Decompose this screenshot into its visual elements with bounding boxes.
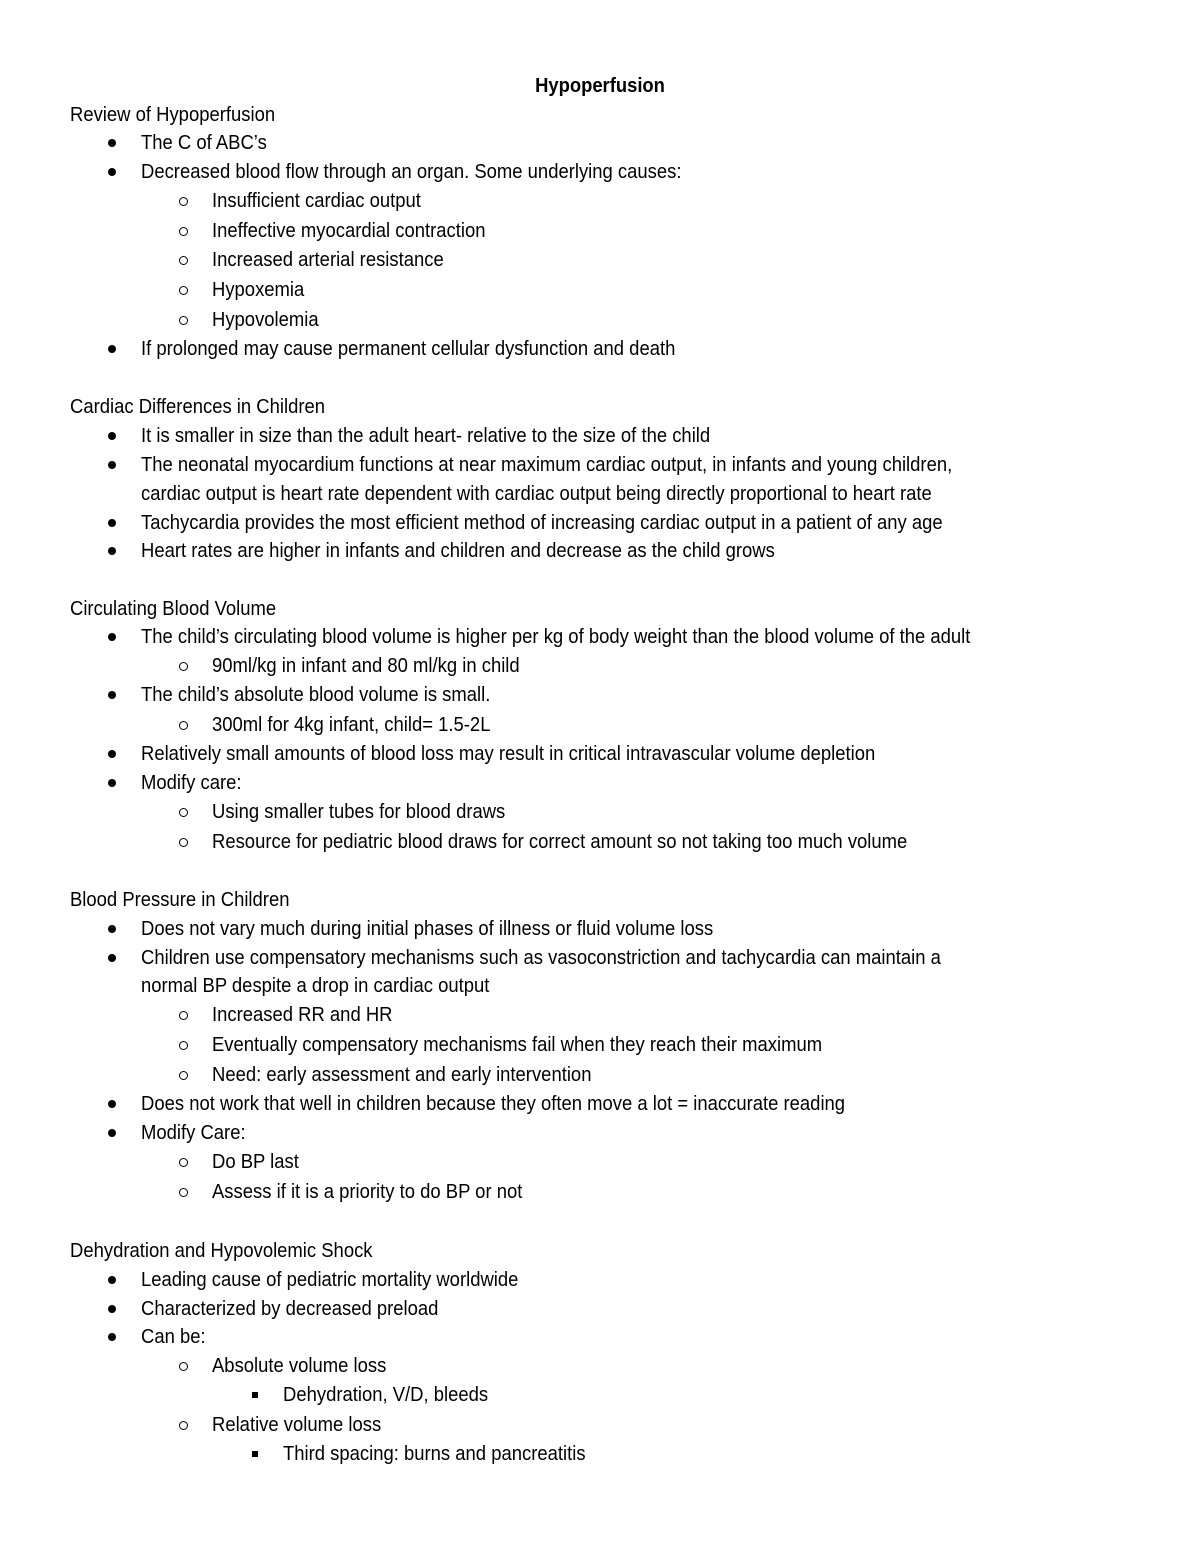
list-item: Using smaller tubes for blood draws	[212, 800, 506, 823]
bullet-dot-icon	[102, 451, 122, 479]
bullet-dot-icon	[102, 537, 122, 565]
list-item: Third spacing: burns and pancreatitis	[283, 1442, 586, 1465]
list-item-continuation: normal BP despite a drop in cardiac output	[141, 974, 490, 997]
list-item: The child’s circulating blood volume is higher per kg of body weight than the blood volume of the adult	[141, 625, 971, 648]
list-item: Heart rates are higher in infants and children and decrease as the child grows	[141, 539, 775, 562]
bullet-circle-icon	[175, 1178, 195, 1206]
bullet-dot-icon	[102, 1266, 122, 1294]
list-item: Absolute volume loss	[212, 1354, 387, 1377]
list-item: The child’s absolute blood volume is small.	[141, 683, 491, 706]
bullet-dot-icon	[102, 158, 122, 186]
bullet-dot-icon	[102, 129, 122, 157]
list-item: Tachycardia provides the most efficient method of increasing cardiac output in a patient of any age	[141, 511, 943, 534]
bullet-circle-icon	[175, 217, 195, 245]
page-title: Hypoperfusion	[535, 75, 665, 97]
bullet-dot-icon	[102, 335, 122, 363]
bullet-dot-icon	[102, 1295, 122, 1323]
list-item: It is smaller in size than the adult heart- relative to the size of the child	[141, 424, 711, 447]
bullet-dot-icon	[102, 915, 122, 943]
list-item: Eventually compensatory mechanisms fail when they reach their maximum	[212, 1033, 823, 1056]
section-heading: Dehydration and Hypovolemic Shock	[70, 1239, 373, 1262]
list-item: Does not work that well in children because they often move a lot = inaccurate reading	[141, 1092, 846, 1115]
list-item: Ineffective myocardial contraction	[212, 219, 486, 242]
bullet-square-icon	[245, 1440, 265, 1468]
list-item: Characterized by decreased preload	[141, 1297, 439, 1320]
bullet-square-icon	[245, 1381, 265, 1409]
list-item: Modify Care:	[141, 1121, 246, 1144]
list-item: 90ml/kg in infant and 80 ml/kg in child	[212, 654, 520, 677]
bullet-dot-icon	[102, 509, 122, 537]
section-heading: Circulating Blood Volume	[70, 597, 277, 620]
list-item: 300ml for 4kg infant, child= 1.5-2L	[212, 713, 491, 736]
bullet-dot-icon	[102, 769, 122, 797]
list-item-continuation: cardiac output is heart rate dependent with cardiac output being directly proportional to heart rate	[141, 482, 932, 505]
list-item: Increased arterial resistance	[212, 248, 444, 271]
bullet-dot-icon	[102, 1090, 122, 1118]
section-heading: Cardiac Differences in Children	[70, 395, 326, 418]
bullet-dot-icon	[102, 681, 122, 709]
list-item: The neonatal myocardium functions at near maximum cardiac output, in infants and young children,	[141, 453, 953, 476]
bullet-circle-icon	[175, 246, 195, 274]
bullet-dot-icon	[102, 1323, 122, 1351]
list-item: Relatively small amounts of blood loss may result in critical intravascular volume depletion	[141, 742, 876, 765]
list-item: Can be:	[141, 1325, 206, 1348]
list-item: Hypoxemia	[212, 278, 305, 301]
list-item: The C of ABC’s	[141, 131, 267, 154]
bullet-circle-icon	[175, 1411, 195, 1439]
list-item: Decreased blood flow through an organ. Some underlying causes:	[141, 160, 682, 183]
bullet-circle-icon	[175, 798, 195, 826]
bullet-circle-icon	[175, 1352, 195, 1380]
list-item: Hypovolemia	[212, 308, 319, 331]
bullet-dot-icon	[102, 944, 122, 972]
list-item: Assess if it is a priority to do BP or not	[212, 1180, 523, 1203]
list-item: Leading cause of pediatric mortality worldwide	[141, 1268, 519, 1291]
list-item: Do BP last	[212, 1150, 299, 1173]
bullet-circle-icon	[175, 1061, 195, 1089]
section-heading: Blood Pressure in Children	[70, 888, 290, 911]
bullet-circle-icon	[175, 187, 195, 215]
list-item: Resource for pediatric blood draws for correct amount so not taking too much volume	[212, 830, 908, 853]
list-item: Increased RR and HR	[212, 1003, 393, 1026]
bullet-circle-icon	[175, 652, 195, 680]
bullet-dot-icon	[102, 422, 122, 450]
bullet-circle-icon	[175, 1031, 195, 1059]
bullet-circle-icon	[175, 1148, 195, 1176]
bullet-circle-icon	[175, 276, 195, 304]
list-item: Relative volume loss	[212, 1413, 382, 1436]
section-heading: Review of Hypoperfusion	[70, 103, 276, 126]
bullet-circle-icon	[175, 828, 195, 856]
bullet-circle-icon	[175, 306, 195, 334]
list-item: Insufficient cardiac output	[212, 189, 421, 212]
list-item: Children use compensatory mechanisms such as vasoconstriction and tachycardia can maintain a	[141, 946, 941, 969]
bullet-dot-icon	[102, 623, 122, 651]
list-item: Need: early assessment and early intervention	[212, 1063, 592, 1086]
bullet-dot-icon	[102, 1119, 122, 1147]
bullet-circle-icon	[175, 711, 195, 739]
list-item: Does not vary much during initial phases of illness or fluid volume loss	[141, 917, 714, 940]
list-item: If prolonged may cause permanent cellular dysfunction and death	[141, 337, 676, 360]
list-item: Modify care:	[141, 771, 242, 794]
list-item: Dehydration, V/D, bleeds	[283, 1383, 489, 1406]
bullet-dot-icon	[102, 740, 122, 768]
bullet-circle-icon	[175, 1001, 195, 1029]
